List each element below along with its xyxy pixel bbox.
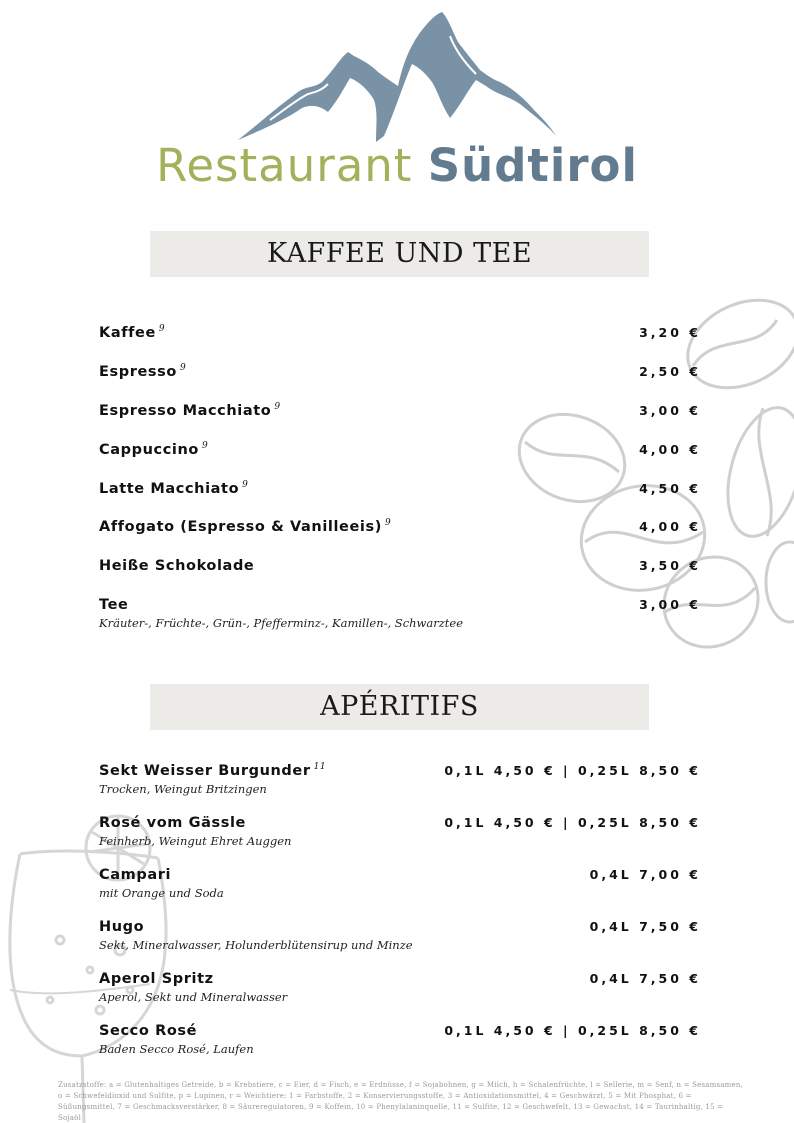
menu-item <box>99 866 701 900</box>
section-title-aperitifs: APÉRITIFS <box>150 684 649 730</box>
allergen-note: 11 <box>313 762 327 772</box>
item-name: Sekt Weisser Burgunder <box>99 763 311 779</box>
allergen-note: 9 <box>158 324 166 334</box>
item-price: 3,00 € <box>639 597 701 612</box>
item-price: 0,1L 4,50 € | 0,25L 8,50 € <box>444 763 701 778</box>
wine-glass-icon <box>0 800 190 1123</box>
item-description: Kräuter-, Früchte-, Grün-, Pfefferminz-, Kamillen-, Schwarztee <box>99 616 464 630</box>
restaurant-name <box>0 138 794 194</box>
item-name: Secco Rosé <box>99 1023 198 1039</box>
menu-item <box>99 814 701 848</box>
allergen-note: 9 <box>384 518 392 528</box>
item-description: Baden Secco Rosé, Laufen <box>99 1042 254 1056</box>
menu-item <box>99 480 701 497</box>
allergen-note: 9 <box>201 441 209 451</box>
item-price: 4,00 € <box>639 442 701 457</box>
menu-item <box>99 441 701 458</box>
menu-item <box>99 324 701 341</box>
menu-item <box>99 762 701 796</box>
item-name: Latte Macchiato <box>99 481 240 497</box>
item-name: Espresso <box>99 364 177 380</box>
logo-word-suedtirol: Südtirol <box>427 139 638 192</box>
mountain-logo-icon <box>236 8 558 148</box>
menu-item <box>99 1022 701 1056</box>
item-name: Kaffee <box>99 325 156 341</box>
item-price: 0,4L 7,00 € <box>589 867 701 882</box>
allergen-note: 9 <box>242 480 249 490</box>
item-price: 3,20 € <box>639 325 701 340</box>
item-name: Aperol Spritz <box>99 971 214 987</box>
item-description: mit Orange und Soda <box>99 886 224 900</box>
item-price: 0,4L 7,50 € <box>589 919 701 934</box>
item-price: 4,00 € <box>639 519 701 534</box>
item-name: Campari <box>99 867 172 883</box>
item-description: Sekt, Mineralwasser, Holunderblütensirup und Minze <box>99 938 413 952</box>
logo-word-restaurant: Restaurant <box>156 139 413 192</box>
item-price: 3,50 € <box>639 558 701 573</box>
item-price: 0,1L 4,50 € | 0,25L 8,50 € <box>444 815 701 830</box>
section-title-kaffee-und-tee: KAFFEE UND TEE <box>150 231 649 277</box>
item-price: 0,1L 4,50 € | 0,25L 8,50 € <box>444 1023 701 1038</box>
item-name: Affogato (Espresso & Vanilleeis) <box>99 519 382 535</box>
menu-item <box>99 557 701 574</box>
menu-item <box>99 518 701 535</box>
item-description: Aperol, Sekt und Mineralwasser <box>99 990 288 1004</box>
item-name: Heiße Schokolade <box>99 558 255 574</box>
allergen-footnote: Zusatzstoffe: a = Glutenhaltiges Getreide, b = Krebstiere, c = Eier, d = Fisch, e = Erdnüsse, f = Sojabohnen, g = Milch, h = Schalenfrüchte, l = Sellerie, m = Senf, n = Sesamsamen, o = Schwefeldioxid und Sulfite, p = Lupinen, r = Weichtiere; 1 = Farbstoffe, 2 = Konservierungsstoffe, 3 = Antioxidationsmittel, 4 = Geschwärzt, 5 = Mit Phosphat, 6 = Süßungsmittel, 7 = Geschmacksverstärker, 8 = Säureregulatoren, 9 = Koffein, 10 = Phenylalaninquelle, 11 = Sulfite, 12 = Geschwefelt, 13 = Gewachst, 14 = Taurinhaltig, 15 = Sojaöl <box>58 1081 743 1122</box>
item-name: Hugo <box>99 919 145 935</box>
item-description: Trocken, Weingut Britzingen <box>99 782 267 796</box>
allergen-note: 9 <box>274 402 281 412</box>
menu-item <box>99 970 701 1004</box>
item-price: 0,4L 7,50 € <box>589 971 701 986</box>
item-price: 3,00 € <box>639 403 701 418</box>
item-name: Rosé vom Gässle <box>99 815 246 831</box>
menu-item <box>99 596 701 630</box>
item-name: Espresso Macchiato <box>99 403 272 419</box>
item-price: 2,50 € <box>639 364 701 379</box>
menu-item <box>99 363 701 380</box>
item-price: 4,50 € <box>639 481 701 496</box>
menu-item <box>99 918 701 952</box>
item-name: Tee <box>99 597 129 613</box>
item-description: Feinherb, Weingut Ehret Auggen <box>99 834 292 848</box>
menu-item <box>99 402 701 419</box>
allergen-note: 9 <box>179 363 187 373</box>
item-name: Cappuccino <box>99 442 199 458</box>
